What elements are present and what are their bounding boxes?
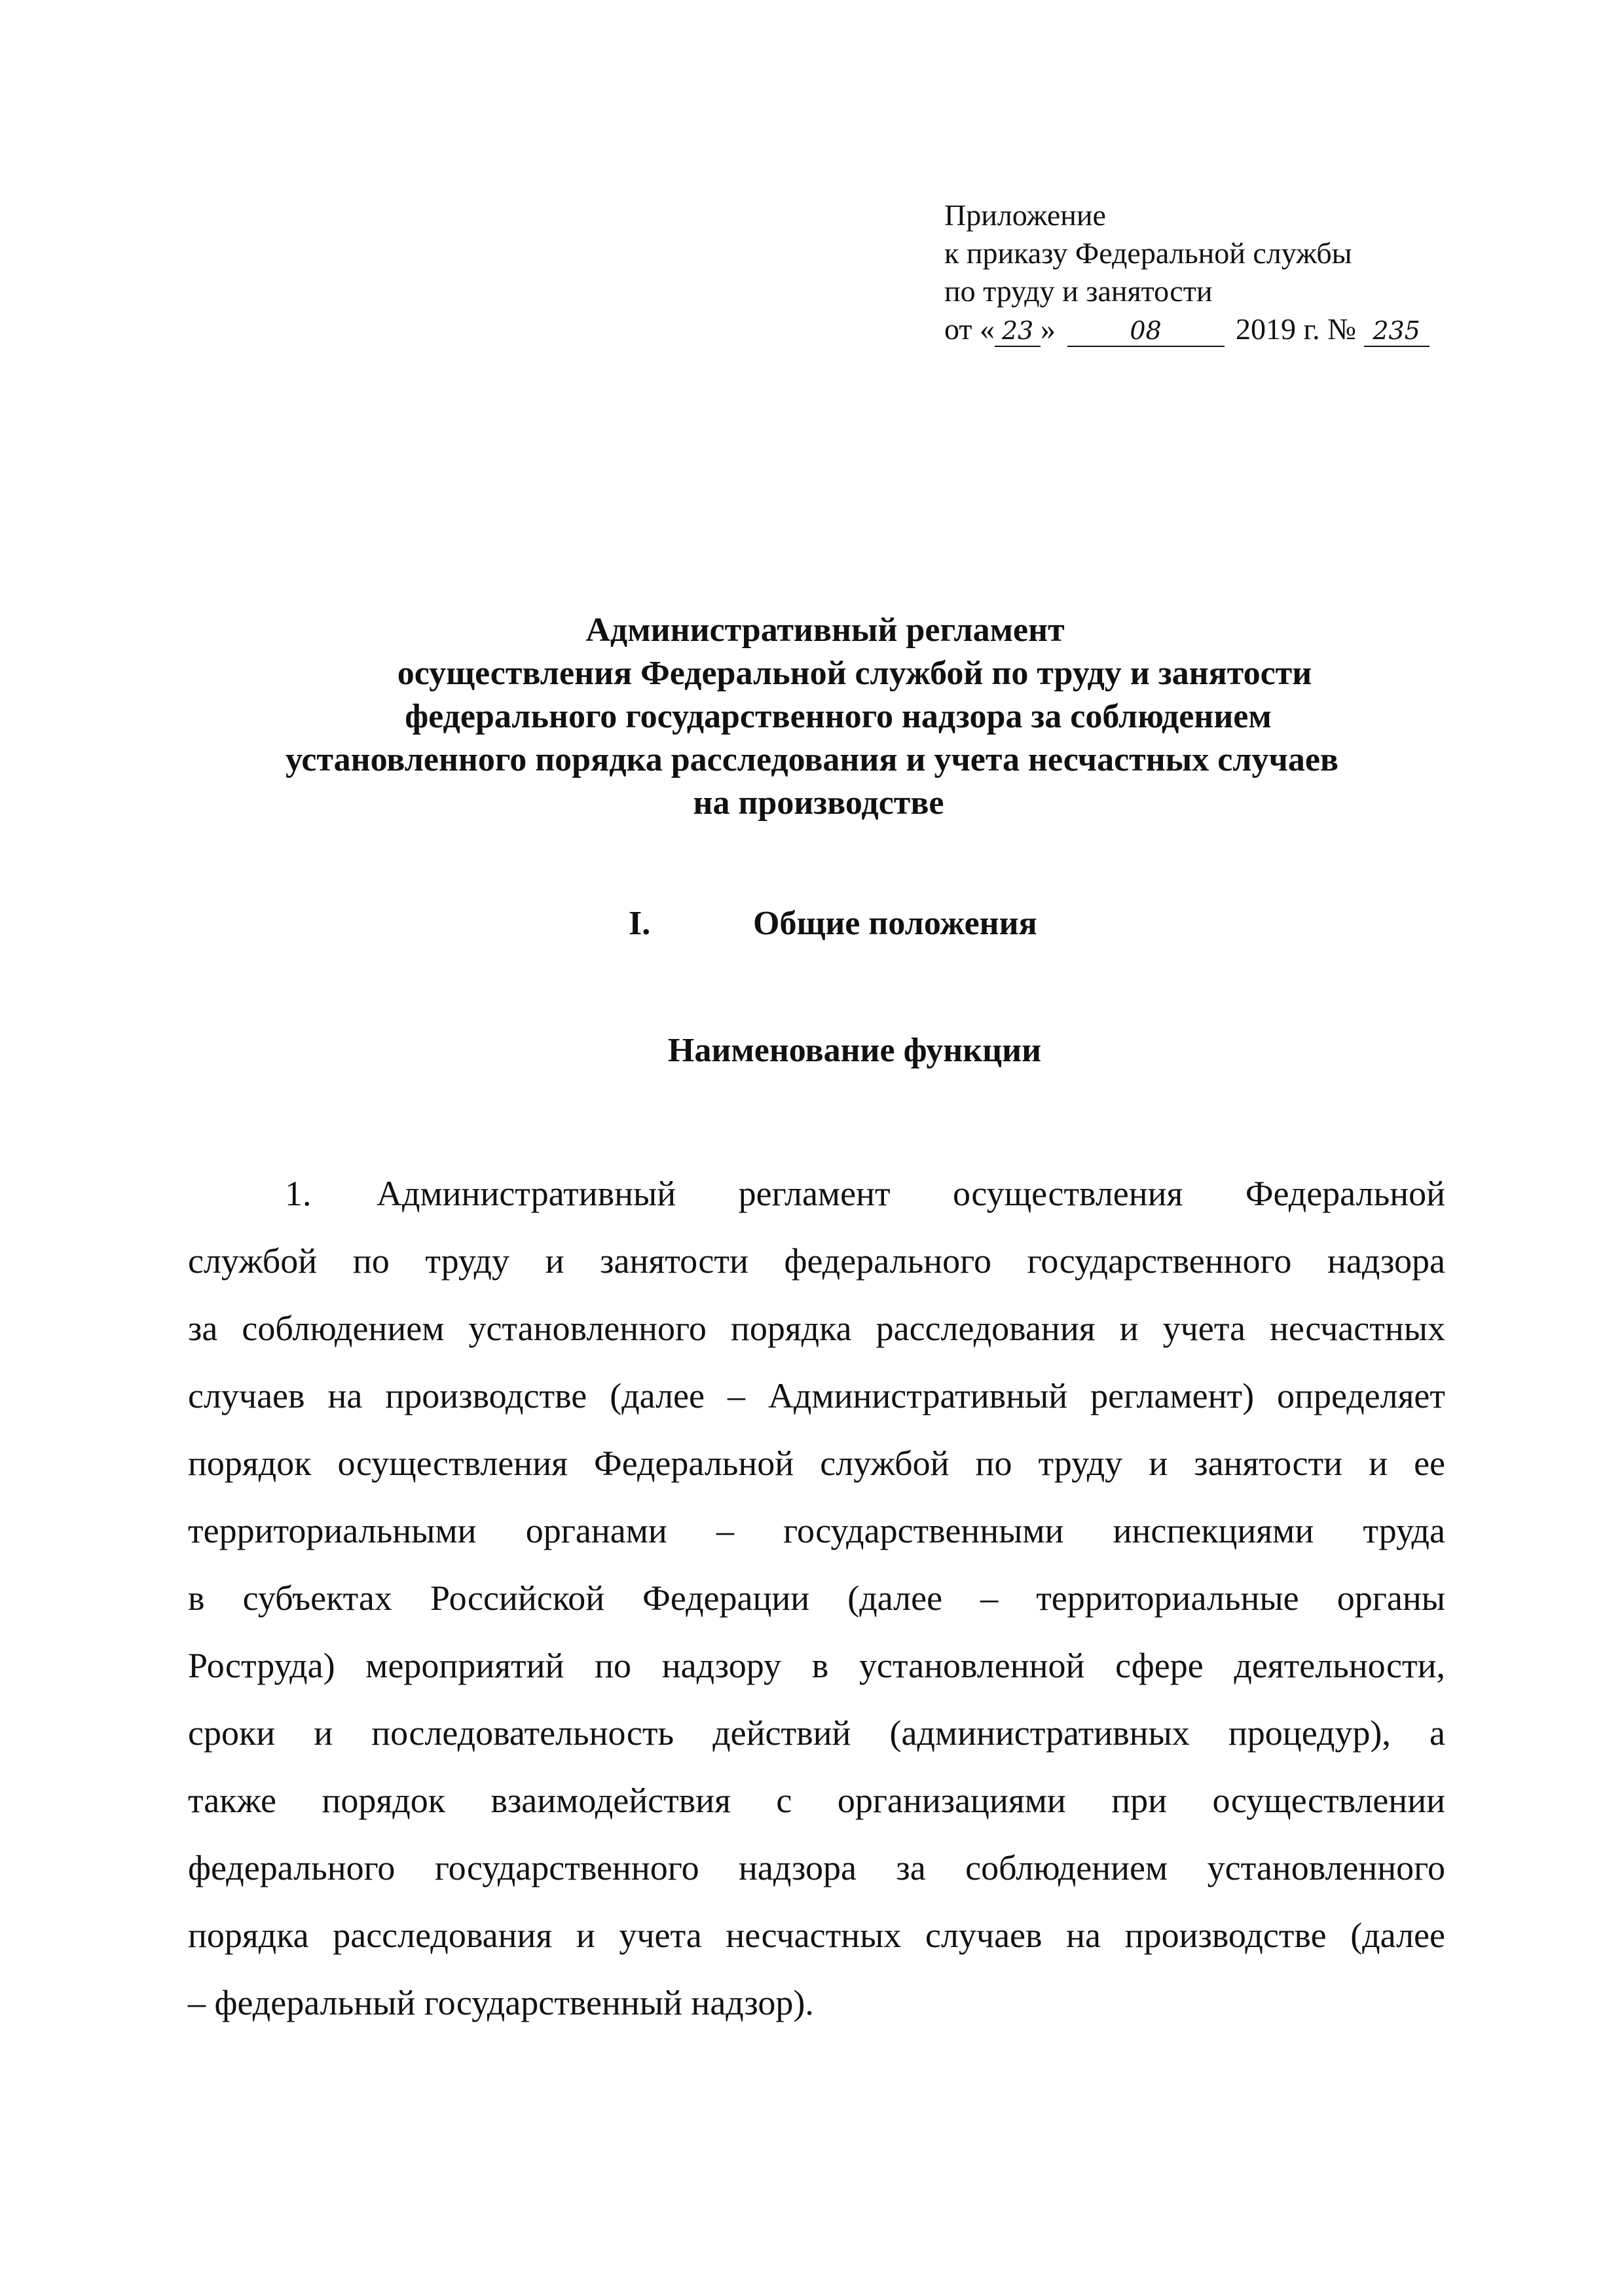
paragraph-line: службой по труду и занятости федерального государственного надзора <box>188 1241 1445 1281</box>
date-month-handwritten: 08 <box>1067 316 1225 347</box>
appendix-block <box>944 196 1481 348</box>
subheading: Наименование функции <box>667 1032 1042 1069</box>
paragraph-line: – федеральный государственный надзор). <box>188 1983 814 2022</box>
appendix-line-1: Приложение <box>944 198 1106 232</box>
document-title <box>0 609 1624 825</box>
section-heading <box>629 902 1037 945</box>
date-day-handwritten: 23 <box>995 316 1041 347</box>
paragraph-line: территориальными органами – государственными инспекциями труда <box>188 1511 1445 1550</box>
paragraph-number: 1. <box>285 1174 312 1213</box>
appendix-date-line <box>944 310 1481 348</box>
paragraph-line: Роструда) мероприятий по надзору в установленной сфере деятельности, <box>188 1646 1445 1685</box>
appendix-line-3: по труду и занятости <box>944 274 1213 308</box>
paragraph-line: в субъектах Российской Федерации (далее – территориальные органы <box>188 1578 1445 1618</box>
date-year: 2019 г. № <box>1236 312 1357 346</box>
paragraph-line: федерального государственного надзора за соблюдением установленного <box>188 1848 1445 1887</box>
date-prefix: от « <box>944 312 995 346</box>
title-line-3: федерального государственного надзора за соблюдением <box>405 698 1272 735</box>
paragraph-line-text: Административный регламент осуществления Федеральной <box>377 1174 1445 1213</box>
title-line-2: осуществления Федеральной службой по труду и занятости <box>397 655 1312 692</box>
date-mid: » <box>1041 312 1056 346</box>
title-line-4: установленного порядка расследования и учета несчастных случаев <box>285 741 1338 778</box>
paragraph-line: случаев на производстве (далее – Административный регламент) определяет <box>188 1376 1445 1415</box>
paragraph-line: за соблюдением установленного порядка расследования и учета несчастных <box>188 1309 1445 1348</box>
section-number: I. <box>629 905 651 942</box>
paragraph-line: порядок осуществления Федеральной службой по труду и занятости и ее <box>188 1444 1445 1483</box>
appendix-line-2: к приказу Федеральной службы <box>944 236 1352 270</box>
paragraph-line <box>188 1160 1445 1228</box>
paragraph-1 <box>188 1160 1445 2037</box>
section-title: Общие положения <box>753 905 1037 942</box>
title-line-5: на производстве <box>693 784 944 822</box>
paragraph-line: также порядок взаимодействия с организациями при осуществлении <box>188 1781 1445 1820</box>
title-line-1: Административный регламент <box>585 611 1065 649</box>
paragraph-line: порядка расследования и учета несчастных случаев на производстве (далее <box>188 1916 1445 1955</box>
order-number-handwritten: 235 <box>1364 316 1430 347</box>
paragraph-line: сроки и последовательность действий (административных процедур), а <box>188 1713 1445 1753</box>
